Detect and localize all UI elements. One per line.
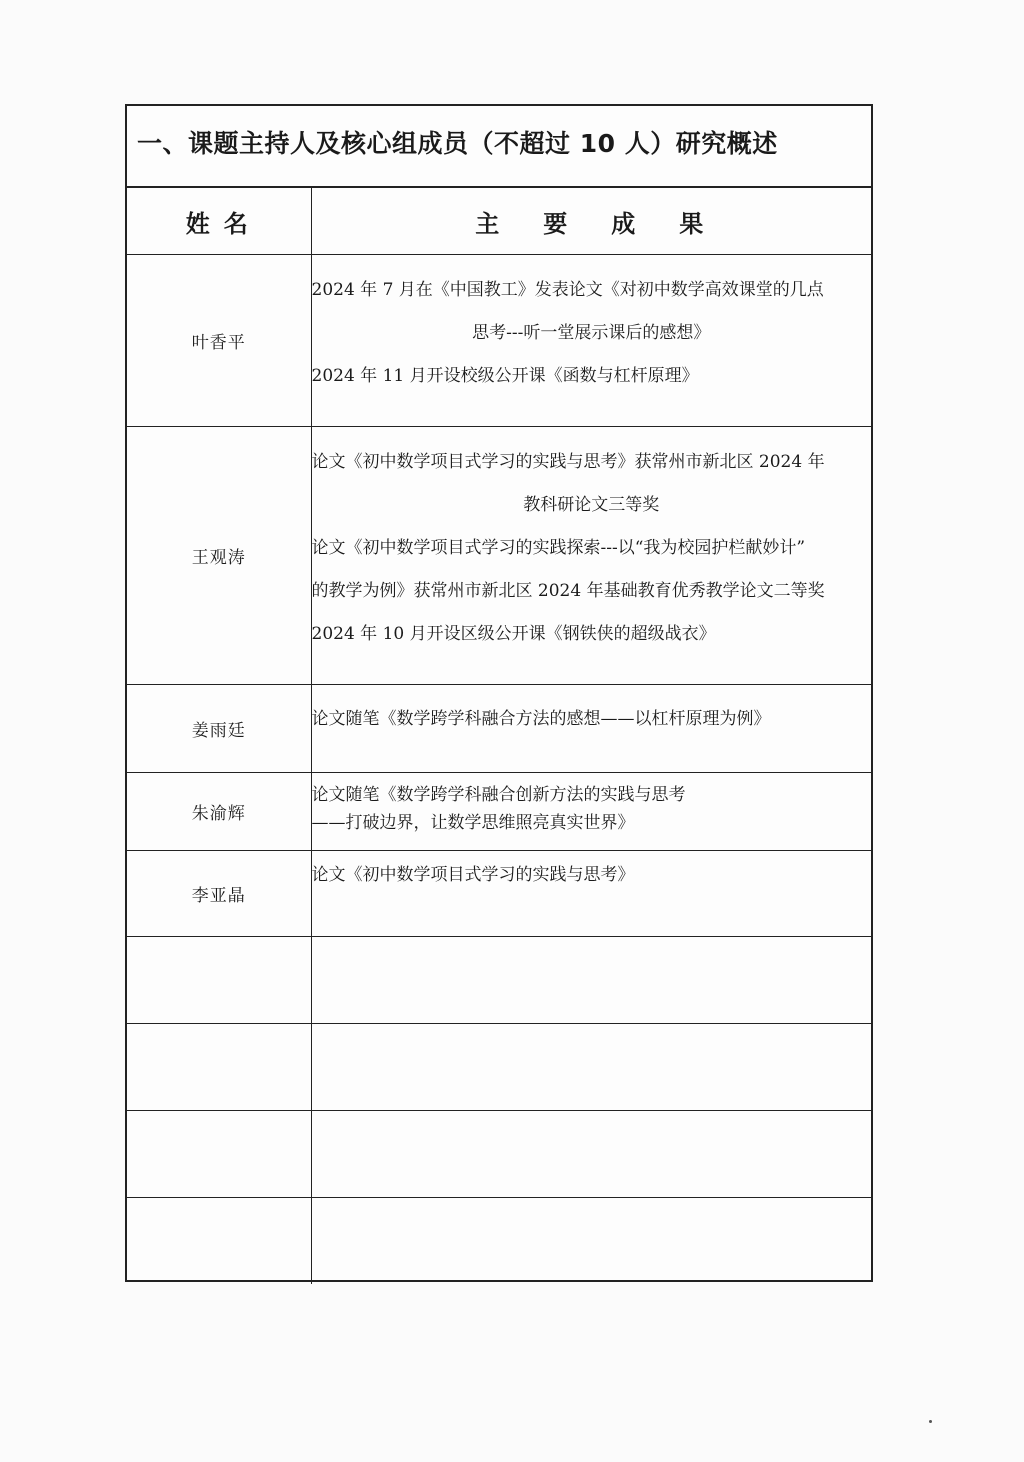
empty-content-cell bbox=[311, 1024, 871, 1111]
table-row bbox=[127, 773, 871, 851]
header-name: 姓名 bbox=[127, 188, 311, 255]
empty-content-cell bbox=[311, 1198, 871, 1284]
member-achievements bbox=[311, 255, 871, 427]
title-row bbox=[127, 106, 871, 188]
table-header-row bbox=[127, 188, 871, 255]
member-name: 李亚晶 bbox=[127, 851, 311, 937]
member-achievements bbox=[311, 851, 871, 937]
member-name: 王观涛 bbox=[127, 427, 311, 685]
form-sheet bbox=[125, 104, 873, 1282]
achievement-line: 论文随笔《数学跨学科融合方法的感想——以杠杆原理为例》 bbox=[311, 709, 771, 729]
empty-content-cell bbox=[311, 1111, 871, 1198]
achievement-line: 论文随笔《数学跨学科融合创新方法的实践与思考 bbox=[311, 785, 686, 805]
empty-name-cell bbox=[127, 937, 311, 1024]
achievement-line: 的教学为例》获常州市新北区 2024 年基础教育优秀教学论文二等奖 bbox=[311, 581, 825, 601]
member-achievements bbox=[311, 773, 871, 851]
header-main-achievements: 主要成果 bbox=[311, 188, 871, 255]
empty-name-cell bbox=[127, 1198, 311, 1284]
achievement-line: 论文《初中数学项目式学习的实践与思考》获常州市新北区 2024 年 bbox=[311, 452, 825, 472]
scan-speck bbox=[929, 1420, 932, 1423]
achievement-line: 2024 年 11 月开设校级公开课《函数与杠杆原理》 bbox=[311, 366, 699, 386]
member-name: 叶香平 bbox=[127, 255, 311, 427]
achievement-line: 教科研论文三等奖 bbox=[523, 495, 660, 515]
member-achievements bbox=[311, 427, 871, 685]
achievement-line: 2024 年 7 月在《中国教工》发表论文《对初中数学高效课堂的几点 bbox=[311, 280, 824, 300]
achievement-line: 思考---听一堂展示课后的感想》 bbox=[472, 323, 711, 343]
achievement-line: 论文《初中数学项目式学习的实践探索---以“我为校园护栏献妙计” bbox=[311, 538, 806, 558]
table-row bbox=[127, 851, 871, 937]
empty-table-row bbox=[127, 1024, 871, 1111]
empty-content-cell bbox=[311, 937, 871, 1024]
table-row bbox=[127, 427, 871, 685]
table-row bbox=[127, 255, 871, 427]
form-title: 一、课题主持人及核心组成员（不超过 10 人）研究概述 bbox=[137, 129, 778, 158]
member-name: 姜雨廷 bbox=[127, 685, 311, 773]
achievement-line: ——打破边界，让数学思维照亮真实世界》 bbox=[311, 813, 635, 833]
table-row bbox=[127, 685, 871, 773]
empty-table-row bbox=[127, 1111, 871, 1198]
achievement-line: 2024 年 10 月开设区级公开课《钢铁侠的超级战衣》 bbox=[311, 624, 716, 644]
empty-table-row bbox=[127, 1198, 871, 1284]
member-name: 朱渝辉 bbox=[127, 773, 311, 851]
empty-name-cell bbox=[127, 1111, 311, 1198]
achievement-line: 论文《初中数学项目式学习的实践与思考》 bbox=[311, 865, 635, 885]
empty-table-row bbox=[127, 937, 871, 1024]
member-achievements bbox=[311, 685, 871, 773]
members-table bbox=[127, 188, 871, 1284]
empty-name-cell bbox=[127, 1024, 311, 1111]
